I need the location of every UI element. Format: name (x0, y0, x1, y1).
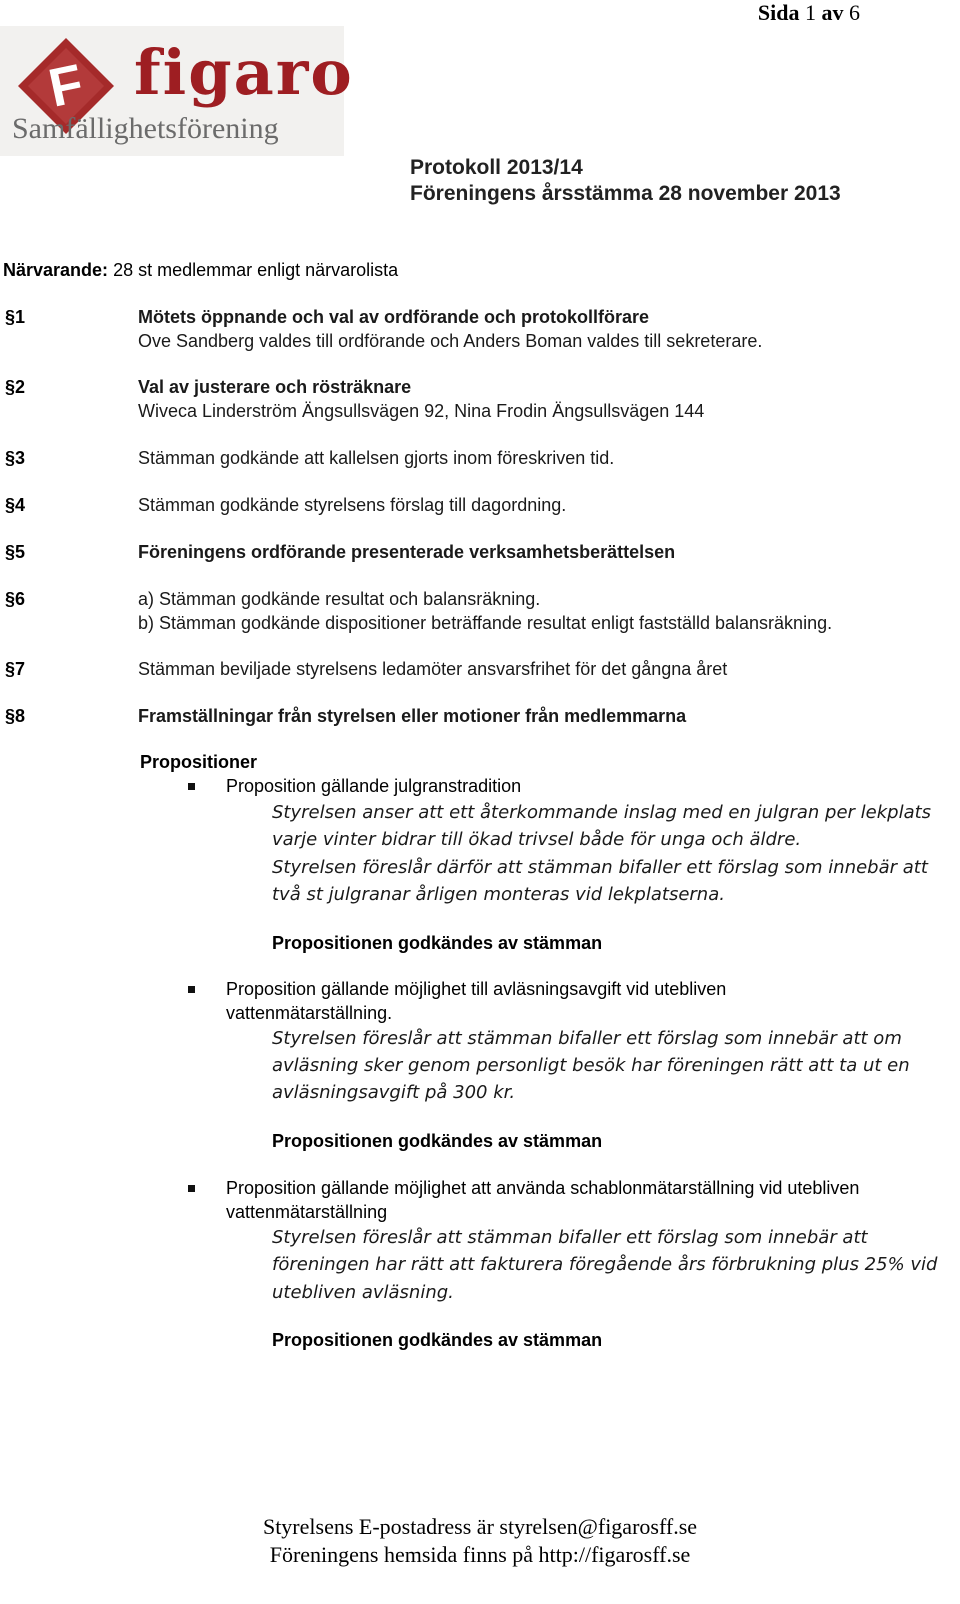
page-number-total: 6 (849, 0, 860, 25)
proposition-body: Styrelsen föreslår att stämman bifaller ett förslag som innebär att om (272, 1028, 902, 1049)
proposition-title: vattenmätarställning. (226, 1003, 393, 1023)
logo-name: figaro (134, 36, 354, 109)
proposition-body: avläsningsavgift på 300 kr. (272, 1082, 516, 1103)
section-number: §2 (5, 377, 26, 397)
section-number: §3 (5, 448, 26, 468)
logo-subtitle: Samfällighetsförening (12, 112, 279, 145)
bullet-icon (188, 1185, 195, 1192)
section-heading: Föreningens ordförande presenterade verksamhetsberättelsen (138, 542, 676, 562)
attendance-label: Närvarande: (3, 260, 109, 280)
page-number-current: 1 (805, 0, 816, 25)
proposition-body: utebliven avläsning. (272, 1282, 454, 1303)
attendance (3, 260, 398, 281)
proposition-title: Proposition gällande möjlighet till avläsningsavgift vid utebliven (226, 979, 727, 999)
proposition-result: Propositionen godkändes av stämman (272, 1131, 603, 1151)
proposition-body: Styrelsen föreslår därför att stämman bifaller ett förslag som innebär att (272, 857, 928, 878)
proposition-body: varje vinter bidrar till ökad trivsel både för unga och äldre. (272, 829, 802, 850)
document-subtitle: Föreningens årsstämma 28 november 2013 (410, 182, 841, 205)
proposition-result: Propositionen godkändes av stämman (272, 1330, 603, 1350)
section-heading: Val av justerare och rösträknare (138, 377, 412, 397)
section-heading: Framställningar från styrelsen eller motioner från medlemmarna (138, 706, 687, 726)
proposition-body: två st julgranar årligen monteras vid lekplatserna. (272, 884, 725, 905)
page-number-prefix: Sida (757, 0, 800, 25)
proposition-body: Styrelsen anser att ett återkommande inslag med en julgran per lekplats (272, 802, 932, 823)
section-text: b) Stämman godkände dispositioner beträffande resultat enligt fastställd balansräkning. (138, 613, 833, 633)
proposition-body: föreningen har rätt att fakturera föregående års förbrukning plus 25% vid (272, 1254, 938, 1275)
section-number: §6 (5, 589, 26, 609)
section-text: Wiveca Linderström Ängsullsvägen 92, Nina Frodin Ängsullsvägen 144 (138, 401, 705, 421)
section-heading: Mötets öppnande och val av ordförande och protokollförare (138, 307, 650, 327)
proposition-body: avläsning sker genom personligt besök har föreningen rätt att ta ut en (272, 1055, 910, 1076)
page-number-sep: av (821, 0, 844, 25)
propositions-heading: Propositioner (140, 752, 258, 772)
section-number: §1 (5, 307, 26, 327)
section-text: a) Stämman godkände resultat och balansräkning. (138, 589, 541, 609)
section-text: Stämman godkände styrelsens förslag till dagordning. (138, 495, 567, 515)
bullet-icon (188, 986, 195, 993)
proposition-title: Proposition gällande möjlighet att använda schablonmätarställning vid utebliven (226, 1178, 860, 1198)
attendance-text: 28 st medlemmar enligt närvarolista (113, 260, 399, 280)
svg-text:F: F (43, 53, 89, 119)
proposition-result: Propositionen godkändes av stämman (272, 933, 603, 953)
page-number (758, 0, 860, 26)
section-number: §7 (5, 659, 26, 679)
section-text: Stämman beviljade styrelsens ledamöter ansvarsfrihet för det gångna året (138, 659, 728, 679)
section-text: Stämman godkände att kallelsen gjorts inom föreskriven tid. (138, 448, 615, 468)
section-number: §4 (5, 495, 26, 515)
section-number: §5 (5, 542, 26, 562)
footer-website: Föreningens hemsida finns på http://figarosff.se (269, 1542, 691, 1567)
proposition-body: Styrelsen föreslår att stämman bifaller ett förslag som innebär att (272, 1227, 868, 1248)
footer-email: Styrelsens E-postadress är styrelsen@figarosff.se (262, 1514, 698, 1539)
bullet-icon (188, 783, 195, 790)
document-title: Protokoll 2013/14 (410, 156, 583, 179)
proposition-title: Proposition gällande julgranstradition (226, 776, 522, 796)
proposition-title: vattenmätarställning (226, 1202, 388, 1222)
section-number: §8 (5, 706, 26, 726)
figaro-logo (0, 26, 354, 156)
section-text: Ove Sandberg valdes till ordförande och Anders Boman valdes till sekreterare. (138, 331, 763, 351)
